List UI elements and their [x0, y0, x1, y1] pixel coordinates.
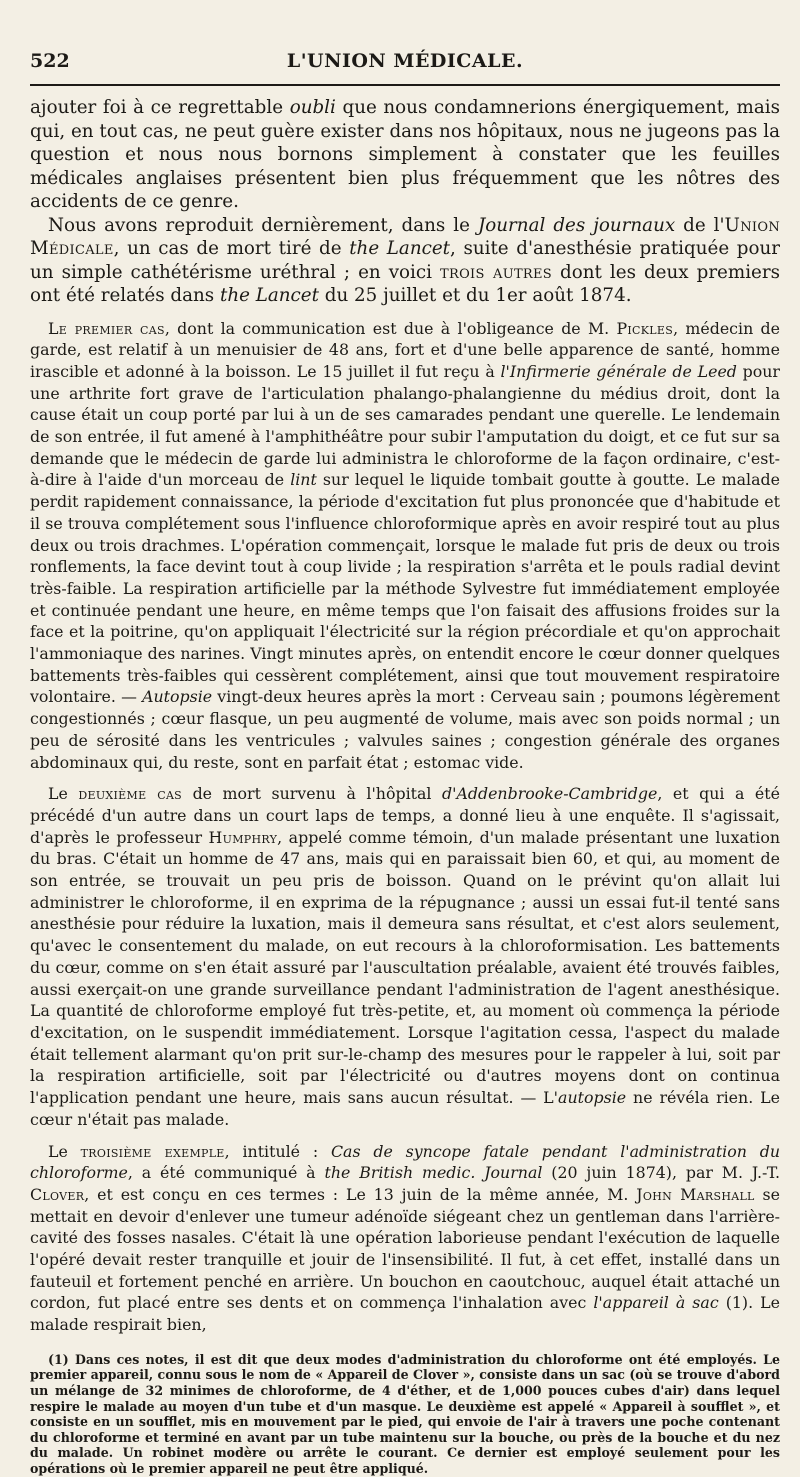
text-run: vingt-deux heures après la mort : Cerveau sain ; poumons légèrement congestionnés ; cœur flasque, un peu augmenté de volume, mais avec son poids normal ; un peu de sérosité dans les ventricules ; valvules saines ; congestion générale des organes abdominaux qui, du reste, sont en parfait état ; estomac vide.	[30, 687, 780, 772]
case-label: Le premier cas	[48, 318, 165, 338]
journal-title: the Lancet	[349, 238, 450, 259]
person-name: John Marshall	[636, 1184, 755, 1204]
text-run: sur lequel le liquide tombait goutte à goutte. Le malade perdit rapidement connaissance, la période d'excitation fut plus prononcée que d'habitude et il se trouva complétement sous l'influence chloroformique après en avoir respiré tout au plus deux ou trois drachmes. L'opération commençait, lorsque le malade fut pris de deux ou trois ronflements, la face devint tout à coup livide ; la respiration s'arrêta et le pouls radial devint très-faible. La respiration artificielle par la méthode Sylvestre fut immédiatement employée et continuée pendant une heure, en même temps que l'on faisait des affusions froides sur la face et la poitrine, qu'on appliquait l'électricité sur la région précordiale et qu'on approchait l'ammoniaque des narines. Vingt minutes après, on entendit encore le cœur donner quelques battements très-faibles qui cessèrent complétement, ainsi que tout mouvement respiratoire volontaire. —	[30, 470, 780, 707]
case-label: deuxième cas	[78, 784, 183, 804]
running-title: L'UNION MÉDICALE.	[286, 50, 524, 72]
article-body	[30, 96, 780, 1477]
text-run: , suite d'anesthésie pratiquée pour un simple cathétérisme uréthral ; en voici	[30, 238, 780, 283]
text-run: , intitulé :	[224, 1141, 319, 1161]
person-name: Pickles	[616, 318, 674, 338]
text-run: Le	[48, 1141, 68, 1161]
journal-title: the Lancet	[219, 285, 319, 306]
journal-title: the British medic. Journal	[324, 1163, 543, 1183]
text-run: , a été communiqué à	[127, 1163, 316, 1183]
text-run: Le	[48, 784, 68, 804]
text-run: ajouter foi à ce regrettable	[30, 97, 284, 118]
text-run: que nous condamnerions énergiquement, mais qui, en tout cas, ne peut guère exister dans nos hôpitaux, nous ne jugeons pas la question et nous nous bornons simplement à constater que les feuilles médicales anglaises présentent bien plus fréquemment que les nôtres des accidents de ce genre.	[30, 97, 781, 212]
journal-name: Union Médicale	[30, 214, 780, 259]
intro-section	[30, 96, 780, 308]
footnote-1: (1) Dans ces notes, il est dit que deux modes d'administration du chloroforme ont été employés. Le premier appareil, connu sous le nom de « Appareil de Clover », consiste dans un sac (où se trouve d'abord un mélange de 32 minimes de chloroforme, de 4 d'éther, et de 1,000 pouces cubes d'air) dans lequel respire le malade au moyen d'un tube et d'un masque. Le deuxième est appelé « Appareil à soufflet », et consiste en un soufflet, mis en mouvement par le pied, qui envoie de l'air à travers une poche contenant du chloroforme et terminé en avant par un tube maintenu sur la bouche, ou près de la bouche et du nez du malade. Un robinet modère ou arrête le courant. Ce dernier est employé seulement pour les opérations où le premier appareil ne peut être appliqué.	[30, 1351, 780, 1476]
case-title: Cas de syncope fatale pendant l'administration du chloroforme	[30, 1141, 780, 1183]
text-run: , et qui a été précédé d'un autre dans un court laps de temps, a donné lieu à une enquête. Il s'agissait, d'après le professeur	[30, 784, 780, 847]
text-run: ne révéla rien. Le cœur n'était pas malade.	[30, 1088, 780, 1129]
italic-text: l'appareil à sac	[593, 1293, 719, 1313]
cases-section	[30, 318, 780, 1336]
case-2-paragraph	[30, 783, 780, 1130]
page-number: 522	[30, 50, 70, 72]
italic-text: Autopsie	[142, 687, 213, 707]
text-run: de mort survenu à l'hôpital	[192, 784, 432, 804]
text-run: se mettait en devoir d'enlever une tumeur adénoïde siégeant chez un gentleman dans l'arrière-cavité des fosses nasales. C'était là une opération laborieuse pendant l'exécution de laquelle l'opéré devait rester tranquille et jouir de l'insensibilité. Il fut, à cet effet, installé dans un fauteuil et fortement penché en arrière. Un bouchon en caoutchouc, auquel était attaché un cordon, fut placé entre ses dents et on commença l'inhalation avec	[30, 1184, 780, 1313]
footnotes	[30, 1352, 780, 1477]
text-run: , un cas de mort tiré de	[113, 238, 342, 259]
text-run: (20 juin 1874), par M. J.-T.	[551, 1163, 780, 1183]
case-1-paragraph	[30, 318, 780, 774]
text-run: , appelé comme témoin, d'un malade présentant une luxation du bras. C'était un homme de 47 ans, mais qui en paraissait bien 60, et qui, au moment de son entrée, se trouvait un peu pris de boisson. Quand on le prévint qu'on allait lui administrer le chloroforme, il en exprima de la répugnance ; aussi un essai fut-il tenté sans anesthésie pour réduire la luxation, mais il demeura sans résultat, et c'est alors seulement, qu'avec le consentement du malade, on eut recours à la chloroformisation. Les battements du cœur, comme on s'en était assuré par l'auscultation préalable, avaient été trouvés faibles, aussi exerçait-on une grande surveillance pendant l'administration de l'agent anesthésique. La quantité de chloroforme employé fut très-petite, et, au moment où commença la période d'excitation, on le suspendit immédiatement. Lorsque l'agitation cessa, l'aspect du malade était tellement alarmant qu'on prit sur-le-champ des mesures pour le rappeler à lui, soit par la respiration artificielle, soit par l'électricité ou d'autres moyens dont on continua l'application pendant une heure, mais sans aucun résultat. — L'	[30, 827, 781, 1108]
case-3-paragraph	[30, 1141, 780, 1336]
text-run: pour une arthrite fort grave de l'articulation phalango-phalangienne du médius droit, dont la cause était un coup porté par lui à un de ses camarades pendant une querelle. Le lendemain de son entrée, il fut amené à l'amphithéâtre pour subir l'amputation du doigt, et ce fut sur sa demande que le médecin de garde lui administra le chloroforme de la façon ordinaire, c'est-à-dire à l'aide d'un morceau de	[30, 361, 780, 490]
text-run: , médecin de garde, est relatif à un menuisier de 48 ans, fort et d'une belle apparence de santé, homme irascible et adonné à la boisson. Le 15 juillet il fut reçu à	[30, 318, 781, 381]
journal-title: Journal des journaux	[477, 214, 676, 236]
page-header	[30, 44, 780, 86]
italic-text: autopsie	[558, 1088, 627, 1108]
emphasis-text: trois autres	[440, 261, 553, 283]
person-name: Humphry	[208, 827, 278, 847]
text-run: dont les deux premiers ont été relatés dans	[30, 261, 780, 306]
italic-text: lint	[290, 470, 317, 490]
place-name: l'Infirmerie générale de Leed	[500, 361, 737, 381]
text-run: Nous avons reproduit dernièrement, dans le	[48, 214, 470, 236]
text-run: , et est conçu en ces termes : Le 13 juin de la même année, M.	[84, 1184, 629, 1204]
intro-paragraph-1	[30, 96, 780, 214]
text-run: , dont la communication est due à l'obligeance de M.	[164, 318, 610, 338]
text-run: du 25 juillet et du 1er août 1874.	[324, 285, 632, 306]
person-name: Clover	[30, 1184, 85, 1204]
case-label: troisième exemple	[80, 1141, 225, 1161]
text-run: (1). Le malade respirait bien,	[30, 1293, 780, 1335]
intro-paragraph-2	[30, 214, 780, 308]
place-name: d'Addenbrooke-Cambridge	[442, 784, 658, 804]
italic-text: oubli	[289, 97, 336, 118]
text-run: de l'	[683, 214, 725, 236]
